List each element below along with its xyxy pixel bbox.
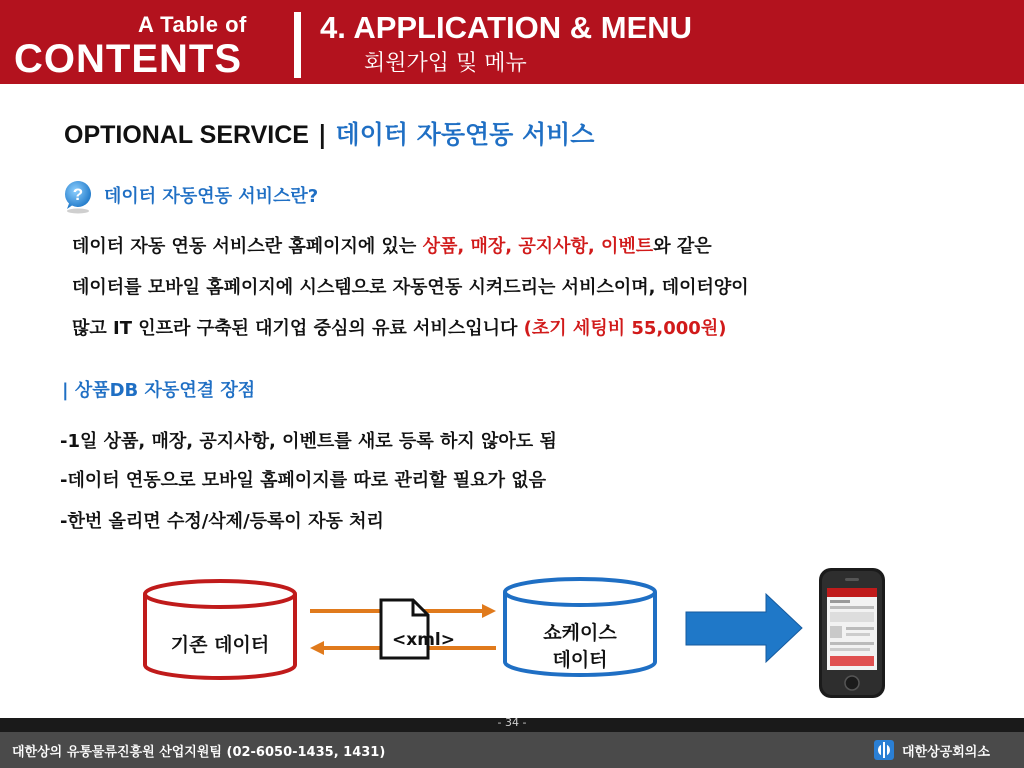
- showcase-data-label-2: 데이터: [552, 649, 608, 671]
- svg-text:?: ?: [72, 185, 84, 204]
- contents-label: CONTENTS: [14, 37, 242, 81]
- showcase-data-label-1: 쇼케이스: [543, 622, 617, 644]
- list-item: -1일 상품, 매장, 공지사항, 이벤트를 새로 등록 하지 않아도 됨: [60, 431, 557, 452]
- section-title-ko: 데이터 자동연동 서비스: [335, 120, 595, 149]
- paragraph-line-1-a: 데이터 자동 연동 서비스란 홈페이지에 있는: [72, 236, 423, 257]
- paragraph-line-2: 데이터를 모바일 홈페이지에 시스템으로 자동연동 시켜드리는 서비스이며, 데이터양이: [72, 277, 749, 298]
- page-subtitle: 회원가입 및 메뉴: [364, 51, 527, 76]
- page-title: 4. APPLICATION & MENU: [320, 10, 693, 45]
- chamber-logo-icon: [872, 738, 896, 762]
- table-of-label: A Table of: [138, 12, 247, 37]
- paragraph-line-3-a: 많고 IT 인프라 구축된 대기업 중심의 유료 서비스입니다: [72, 318, 524, 339]
- paragraph-line-1-b: 와 같은: [653, 236, 712, 257]
- list-item: -한번 올리면 수정/삭제/등록이 자동 처리: [60, 511, 384, 532]
- footer-org-name: 대한상공회의소: [902, 745, 990, 760]
- paragraph-line-3: [72, 314, 972, 340]
- question-heading: 데이터 자동연동 서비스란?: [104, 186, 319, 207]
- footer: [0, 732, 1024, 768]
- section-title-separator: |: [317, 120, 327, 149]
- section-title: [64, 115, 594, 151]
- smartphone-icon: [819, 568, 885, 698]
- header-divider: [294, 12, 301, 78]
- legacy-data-label: 기존 데이터: [170, 634, 270, 656]
- xml-label: <xml>: [392, 630, 455, 650]
- question-icon: [62, 180, 94, 214]
- section-title-en: OPTIONAL SERVICE: [64, 121, 309, 149]
- page-number: - 34 -: [497, 716, 527, 729]
- big-arrow-icon: [686, 594, 802, 662]
- db-section-heading: | 상품DB 자동연결 장점: [62, 380, 256, 401]
- footer-contact: 대한상의 유통물류진흥원 산업지원팀 (02-6050-1435, 1431): [12, 745, 386, 760]
- paragraph-setup-fee: (초기 세팅비 55,000원): [523, 318, 727, 339]
- paragraph-line-1: [72, 232, 972, 258]
- paragraph-highlight-items: 상품, 매장, 공지사항, 이벤트: [422, 236, 654, 257]
- header-banner: [0, 0, 1024, 84]
- list-item: -데이터 연동으로 모바일 홈페이지를 따로 관리할 필요가 없음: [60, 470, 547, 491]
